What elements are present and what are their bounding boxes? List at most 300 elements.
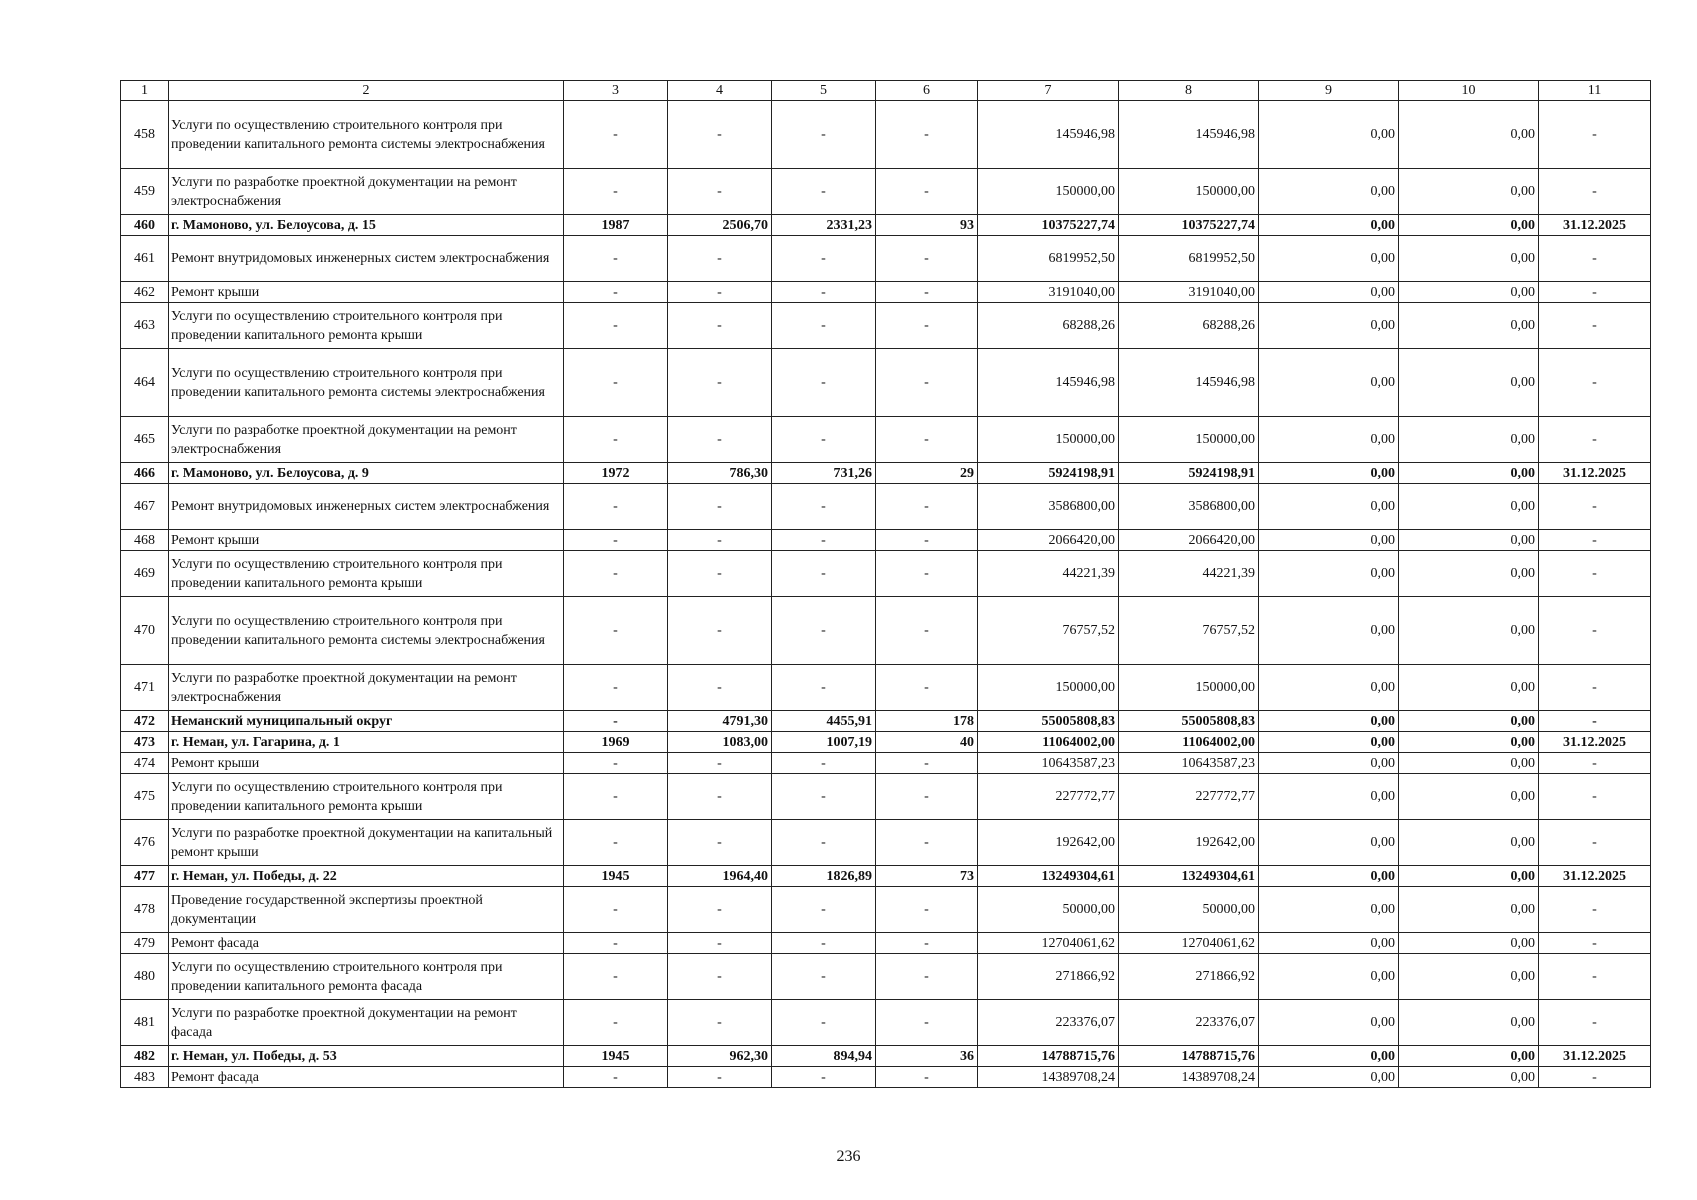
cell-cost-other: 0,00: [1259, 887, 1399, 933]
cell-area-total: -: [668, 417, 772, 463]
cell-cost-other: 0,00: [1259, 597, 1399, 665]
cell-description: Услуги по осуществлению строительного контроля при проведении капитального ремонта крыши: [169, 303, 564, 349]
cell-cost-fund: 50000,00: [1119, 887, 1259, 933]
table-row: [121, 303, 1651, 349]
cell-deadline: -: [1539, 530, 1651, 551]
cell-area-total: -: [668, 774, 772, 820]
cell-residents: -: [876, 349, 978, 417]
cell-cost-total: 14389708,24: [978, 1067, 1119, 1088]
table-row: [121, 101, 1651, 169]
cell-cost-total: 150000,00: [978, 417, 1119, 463]
cell-area-total: 1964,40: [668, 866, 772, 887]
table-row: [121, 933, 1651, 954]
cell-deadline: -: [1539, 551, 1651, 597]
cell-area-living: -: [772, 169, 876, 215]
cell-year: -: [564, 774, 668, 820]
cell-area-total: -: [668, 820, 772, 866]
cell-description: Проведение государственной экспертизы проектной документации: [169, 887, 564, 933]
cell-cost-total: 192642,00: [978, 820, 1119, 866]
cell-residents: 29: [876, 463, 978, 484]
cell-deadline: -: [1539, 711, 1651, 732]
cell-cost-total: 2066420,00: [978, 530, 1119, 551]
cell-cost-total: 6819952,50: [978, 236, 1119, 282]
cell-description: Услуги по осуществлению строительного контроля при проведении капитального ремонта системы электроснабжения: [169, 349, 564, 417]
cell-cost-other: 0,00: [1259, 711, 1399, 732]
cell-area-total: -: [668, 169, 772, 215]
header-cell-10: 10: [1399, 81, 1539, 101]
cell-deadline: -: [1539, 820, 1651, 866]
cell-description: Ремонт крыши: [169, 753, 564, 774]
cell-cost-owners: 0,00: [1399, 597, 1539, 665]
table-row: [121, 236, 1651, 282]
cell-cost-total: 227772,77: [978, 774, 1119, 820]
cell-cost-fund: 150000,00: [1119, 665, 1259, 711]
cell-description: Услуги по осуществлению строительного контроля при проведении капитального ремонта фасада: [169, 954, 564, 1000]
cell-residents: -: [876, 303, 978, 349]
cell-area-living: -: [772, 753, 876, 774]
cell-description: Ремонт крыши: [169, 282, 564, 303]
cell-cost-total: 76757,52: [978, 597, 1119, 665]
cell-row-number: 471: [121, 665, 169, 711]
cell-cost-other: 0,00: [1259, 236, 1399, 282]
cell-year: -: [564, 753, 668, 774]
cell-row-number: 468: [121, 530, 169, 551]
cell-cost-owners: 0,00: [1399, 1067, 1539, 1088]
cell-cost-fund: 145946,98: [1119, 349, 1259, 417]
cell-residents: -: [876, 551, 978, 597]
cell-year: 1987: [564, 215, 668, 236]
cell-area-living: 1007,19: [772, 732, 876, 753]
table-row: [121, 1067, 1651, 1088]
cell-cost-other: 0,00: [1259, 954, 1399, 1000]
cell-cost-other: 0,00: [1259, 417, 1399, 463]
cell-description: Услуги по разработке проектной документации на ремонт электроснабжения: [169, 665, 564, 711]
cell-residents: 40: [876, 732, 978, 753]
cell-cost-owners: 0,00: [1399, 753, 1539, 774]
cell-area-living: -: [772, 530, 876, 551]
cell-cost-owners: 0,00: [1399, 169, 1539, 215]
cell-row-number: 481: [121, 1000, 169, 1046]
cell-cost-other: 0,00: [1259, 530, 1399, 551]
cell-area-total: 786,30: [668, 463, 772, 484]
cell-area-total: -: [668, 551, 772, 597]
table-row: [121, 774, 1651, 820]
table-row: [121, 551, 1651, 597]
cell-cost-total: 44221,39: [978, 551, 1119, 597]
cell-area-total: -: [668, 530, 772, 551]
cell-area-total: -: [668, 1067, 772, 1088]
cell-residents: -: [876, 820, 978, 866]
cell-residents: -: [876, 101, 978, 169]
cell-description: Услуги по разработке проектной документации на ремонт электроснабжения: [169, 169, 564, 215]
cell-residents: -: [876, 484, 978, 530]
cell-row-number: 466: [121, 463, 169, 484]
cell-cost-total: 10643587,23: [978, 753, 1119, 774]
cell-cost-fund: 11064002,00: [1119, 732, 1259, 753]
cell-residents: -: [876, 417, 978, 463]
cell-residents: -: [876, 933, 978, 954]
cell-cost-fund: 6819952,50: [1119, 236, 1259, 282]
page-number: 236: [836, 1148, 861, 1165]
table-row-address: [121, 1046, 1651, 1067]
cell-area-living: -: [772, 349, 876, 417]
cell-cost-total: 14788715,76: [978, 1046, 1119, 1067]
cell-cost-total: 271866,92: [978, 954, 1119, 1000]
cell-deadline: -: [1539, 417, 1651, 463]
header-cell-3: 3: [564, 81, 668, 101]
cell-cost-total: 3191040,00: [978, 282, 1119, 303]
cell-cost-owners: 0,00: [1399, 1046, 1539, 1067]
cell-cost-owners: 0,00: [1399, 349, 1539, 417]
table-row: [121, 597, 1651, 665]
cell-row-number: 474: [121, 753, 169, 774]
cell-deadline: -: [1539, 1067, 1651, 1088]
cell-cost-owners: 0,00: [1399, 463, 1539, 484]
cell-residents: 178: [876, 711, 978, 732]
cell-cost-owners: 0,00: [1399, 484, 1539, 530]
cell-area-living: -: [772, 887, 876, 933]
table-row-address: [121, 215, 1651, 236]
cell-cost-total: 150000,00: [978, 665, 1119, 711]
table-row: [121, 665, 1651, 711]
cell-cost-fund: 150000,00: [1119, 169, 1259, 215]
cell-residents: 93: [876, 215, 978, 236]
cell-area-living: -: [772, 933, 876, 954]
cell-cost-other: 0,00: [1259, 551, 1399, 597]
cell-year: -: [564, 349, 668, 417]
cell-area-living: -: [772, 597, 876, 665]
cell-cost-other: 0,00: [1259, 774, 1399, 820]
cell-area-total: -: [668, 101, 772, 169]
cell-deadline: -: [1539, 954, 1651, 1000]
cell-area-total: 1083,00: [668, 732, 772, 753]
cell-description: Ремонт фасада: [169, 933, 564, 954]
cell-cost-owners: 0,00: [1399, 303, 1539, 349]
cell-deadline: -: [1539, 753, 1651, 774]
header-cell-2: 2: [169, 81, 564, 101]
cell-residents: -: [876, 530, 978, 551]
cell-deadline: -: [1539, 349, 1651, 417]
cell-description: г. Мамоново, ул. Белоусова, д. 9: [169, 463, 564, 484]
cell-description: Услуги по осуществлению строительного контроля при проведении капитального ремонта крыши: [169, 551, 564, 597]
cell-year: -: [564, 282, 668, 303]
cell-cost-total: 223376,07: [978, 1000, 1119, 1046]
header-cell-5: 5: [772, 81, 876, 101]
cell-deadline: 31.12.2025: [1539, 463, 1651, 484]
cell-year: -: [564, 417, 668, 463]
cell-year: -: [564, 484, 668, 530]
cell-row-number: 465: [121, 417, 169, 463]
cell-area-total: -: [668, 665, 772, 711]
cell-residents: 36: [876, 1046, 978, 1067]
cell-cost-fund: 2066420,00: [1119, 530, 1259, 551]
cell-cost-owners: 0,00: [1399, 711, 1539, 732]
cell-cost-total: 3586800,00: [978, 484, 1119, 530]
cell-year: -: [564, 303, 668, 349]
cell-year: -: [564, 820, 668, 866]
cell-cost-owners: 0,00: [1399, 282, 1539, 303]
cell-row-number: 470: [121, 597, 169, 665]
cell-year: -: [564, 551, 668, 597]
cell-cost-total: 5924198,91: [978, 463, 1119, 484]
cell-area-total: -: [668, 887, 772, 933]
cell-deadline: -: [1539, 774, 1651, 820]
cell-row-number: 462: [121, 282, 169, 303]
cell-year: -: [564, 169, 668, 215]
cell-year: -: [564, 711, 668, 732]
cell-row-number: 458: [121, 101, 169, 169]
cell-area-living: -: [772, 303, 876, 349]
cell-row-number: 476: [121, 820, 169, 866]
cell-area-living: -: [772, 236, 876, 282]
cell-row-number: 473: [121, 732, 169, 753]
cell-deadline: -: [1539, 169, 1651, 215]
cell-area-living: -: [772, 820, 876, 866]
cell-description: Ремонт крыши: [169, 530, 564, 551]
cell-year: 1945: [564, 866, 668, 887]
cell-deadline: 31.12.2025: [1539, 1046, 1651, 1067]
cell-deadline: -: [1539, 303, 1651, 349]
cell-year: -: [564, 597, 668, 665]
header-cell-1: 1: [121, 81, 169, 101]
cell-deadline: -: [1539, 236, 1651, 282]
cell-cost-fund: 10643587,23: [1119, 753, 1259, 774]
cell-area-total: -: [668, 303, 772, 349]
cell-cost-fund: 44221,39: [1119, 551, 1259, 597]
cell-description: Ремонт фасада: [169, 1067, 564, 1088]
cell-cost-fund: 12704061,62: [1119, 933, 1259, 954]
table-row: [121, 282, 1651, 303]
cell-year: -: [564, 954, 668, 1000]
cell-cost-owners: 0,00: [1399, 1000, 1539, 1046]
table-row: [121, 349, 1651, 417]
cell-cost-owners: 0,00: [1399, 866, 1539, 887]
cell-residents: -: [876, 753, 978, 774]
cell-cost-fund: 14389708,24: [1119, 1067, 1259, 1088]
cell-cost-total: 12704061,62: [978, 933, 1119, 954]
cell-deadline: 31.12.2025: [1539, 732, 1651, 753]
cell-cost-fund: 13249304,61: [1119, 866, 1259, 887]
cell-cost-other: 0,00: [1259, 484, 1399, 530]
cell-area-living: -: [772, 282, 876, 303]
cell-cost-total: 145946,98: [978, 349, 1119, 417]
cell-row-number: 482: [121, 1046, 169, 1067]
cell-residents: -: [876, 774, 978, 820]
cell-area-living: 4455,91: [772, 711, 876, 732]
cell-row-number: 480: [121, 954, 169, 1000]
cell-residents: -: [876, 887, 978, 933]
cell-cost-owners: 0,00: [1399, 933, 1539, 954]
cell-cost-total: 50000,00: [978, 887, 1119, 933]
table-row: [121, 169, 1651, 215]
cell-area-total: -: [668, 753, 772, 774]
cell-cost-fund: 223376,07: [1119, 1000, 1259, 1046]
cell-area-total: 4791,30: [668, 711, 772, 732]
cell-cost-total: 145946,98: [978, 101, 1119, 169]
cell-area-living: 1826,89: [772, 866, 876, 887]
table-row: [121, 484, 1651, 530]
document-sheet: [120, 80, 1650, 1088]
cell-cost-fund: 3586800,00: [1119, 484, 1259, 530]
table-row: [121, 530, 1651, 551]
cell-cost-owners: 0,00: [1399, 820, 1539, 866]
header-cell-11: 11: [1539, 81, 1651, 101]
cell-row-number: 461: [121, 236, 169, 282]
cell-cost-owners: 0,00: [1399, 774, 1539, 820]
cell-cost-other: 0,00: [1259, 349, 1399, 417]
cell-cost-other: 0,00: [1259, 101, 1399, 169]
cell-cost-other: 0,00: [1259, 1000, 1399, 1046]
cell-cost-fund: 150000,00: [1119, 417, 1259, 463]
header-cell-4: 4: [668, 81, 772, 101]
cell-row-number: 472: [121, 711, 169, 732]
cell-cost-total: 68288,26: [978, 303, 1119, 349]
cell-area-living: -: [772, 1000, 876, 1046]
cell-description: Ремонт внутридомовых инженерных систем электроснабжения: [169, 484, 564, 530]
cell-cost-fund: 145946,98: [1119, 101, 1259, 169]
cell-deadline: 31.12.2025: [1539, 215, 1651, 236]
header-cell-9: 9: [1259, 81, 1399, 101]
cell-row-number: 459: [121, 169, 169, 215]
cell-year: -: [564, 236, 668, 282]
cell-cost-owners: 0,00: [1399, 954, 1539, 1000]
cell-area-total: -: [668, 1000, 772, 1046]
cell-residents: -: [876, 954, 978, 1000]
cell-description: Услуги по разработке проектной документации на ремонт электроснабжения: [169, 417, 564, 463]
cell-cost-total: 150000,00: [978, 169, 1119, 215]
cell-year: -: [564, 1067, 668, 1088]
cell-cost-owners: 0,00: [1399, 417, 1539, 463]
cell-area-total: 2506,70: [668, 215, 772, 236]
cell-description: Ремонт внутридомовых инженерных систем электроснабжения: [169, 236, 564, 282]
cell-year: 1969: [564, 732, 668, 753]
cell-area-living: -: [772, 551, 876, 597]
cell-description: Услуги по осуществлению строительного контроля при проведении капитального ремонта крыши: [169, 774, 564, 820]
cell-deadline: -: [1539, 1000, 1651, 1046]
cell-cost-fund: 227772,77: [1119, 774, 1259, 820]
cell-area-total: -: [668, 484, 772, 530]
cell-row-number: 477: [121, 866, 169, 887]
table-body: [121, 81, 1651, 1088]
cell-area-living: -: [772, 665, 876, 711]
cell-description: Неманский муниципальный округ: [169, 711, 564, 732]
cell-cost-total: 10375227,74: [978, 215, 1119, 236]
cell-residents: -: [876, 169, 978, 215]
cell-row-number: 464: [121, 349, 169, 417]
cell-cost-fund: 271866,92: [1119, 954, 1259, 1000]
cell-cost-fund: 68288,26: [1119, 303, 1259, 349]
cell-area-total: -: [668, 349, 772, 417]
cell-residents: -: [876, 1067, 978, 1088]
data-table: [120, 80, 1651, 1088]
cell-cost-owners: 0,00: [1399, 530, 1539, 551]
cell-area-living: 894,94: [772, 1046, 876, 1067]
table-row: [121, 417, 1651, 463]
cell-year: -: [564, 887, 668, 933]
cell-cost-fund: 55005808,83: [1119, 711, 1259, 732]
cell-area-living: -: [772, 1067, 876, 1088]
cell-description: г. Неман, ул. Победы, д. 22: [169, 866, 564, 887]
cell-cost-total: 11064002,00: [978, 732, 1119, 753]
cell-deadline: -: [1539, 282, 1651, 303]
table-row-address: [121, 866, 1651, 887]
table-row: [121, 753, 1651, 774]
cell-row-number: 460: [121, 215, 169, 236]
cell-cost-owners: 0,00: [1399, 101, 1539, 169]
cell-area-total: -: [668, 954, 772, 1000]
cell-cost-fund: 10375227,74: [1119, 215, 1259, 236]
cell-row-number: 469: [121, 551, 169, 597]
cell-cost-other: 0,00: [1259, 463, 1399, 484]
table-row-address: [121, 732, 1651, 753]
cell-deadline: -: [1539, 933, 1651, 954]
cell-cost-owners: 0,00: [1399, 551, 1539, 597]
cell-cost-other: 0,00: [1259, 732, 1399, 753]
cell-cost-owners: 0,00: [1399, 887, 1539, 933]
cell-area-total: 962,30: [668, 1046, 772, 1067]
cell-area-living: 2331,23: [772, 215, 876, 236]
cell-area-living: -: [772, 774, 876, 820]
cell-deadline: -: [1539, 101, 1651, 169]
cell-area-living: -: [772, 484, 876, 530]
cell-cost-other: 0,00: [1259, 215, 1399, 236]
cell-cost-owners: 0,00: [1399, 665, 1539, 711]
cell-residents: -: [876, 282, 978, 303]
header-cell-7: 7: [978, 81, 1119, 101]
header-cell-6: 6: [876, 81, 978, 101]
cell-year: 1972: [564, 463, 668, 484]
cell-cost-fund: 192642,00: [1119, 820, 1259, 866]
cell-year: -: [564, 933, 668, 954]
table-row: [121, 954, 1651, 1000]
cell-cost-other: 0,00: [1259, 1046, 1399, 1067]
cell-cost-other: 0,00: [1259, 866, 1399, 887]
cell-area-total: -: [668, 236, 772, 282]
table-row: [121, 820, 1651, 866]
cell-residents: 73: [876, 866, 978, 887]
cell-description: Услуги по осуществлению строительного контроля при проведении капитального ремонта системы электроснабжения: [169, 597, 564, 665]
table-row: [121, 887, 1651, 933]
header-row: [121, 81, 1651, 101]
cell-deadline: 31.12.2025: [1539, 866, 1651, 887]
table-row-address: [121, 463, 1651, 484]
cell-cost-other: 0,00: [1259, 169, 1399, 215]
cell-year: -: [564, 530, 668, 551]
cell-deadline: -: [1539, 484, 1651, 530]
cell-row-number: 483: [121, 1067, 169, 1088]
cell-deadline: -: [1539, 665, 1651, 711]
cell-residents: -: [876, 1000, 978, 1046]
cell-cost-other: 0,00: [1259, 820, 1399, 866]
cell-row-number: 479: [121, 933, 169, 954]
cell-year: -: [564, 665, 668, 711]
cell-residents: -: [876, 236, 978, 282]
cell-year: -: [564, 101, 668, 169]
cell-cost-other: 0,00: [1259, 282, 1399, 303]
cell-residents: -: [876, 597, 978, 665]
cell-description: г. Неман, ул. Гагарина, д. 1: [169, 732, 564, 753]
cell-cost-fund: 5924198,91: [1119, 463, 1259, 484]
cell-area-living: -: [772, 101, 876, 169]
cell-year: 1945: [564, 1046, 668, 1067]
cell-area-living: -: [772, 417, 876, 463]
cell-description: Услуги по разработке проектной документации на ремонт фасада: [169, 1000, 564, 1046]
cell-cost-total: 13249304,61: [978, 866, 1119, 887]
cell-area-total: -: [668, 597, 772, 665]
cell-deadline: -: [1539, 887, 1651, 933]
cell-cost-other: 0,00: [1259, 753, 1399, 774]
cell-area-living: 731,26: [772, 463, 876, 484]
